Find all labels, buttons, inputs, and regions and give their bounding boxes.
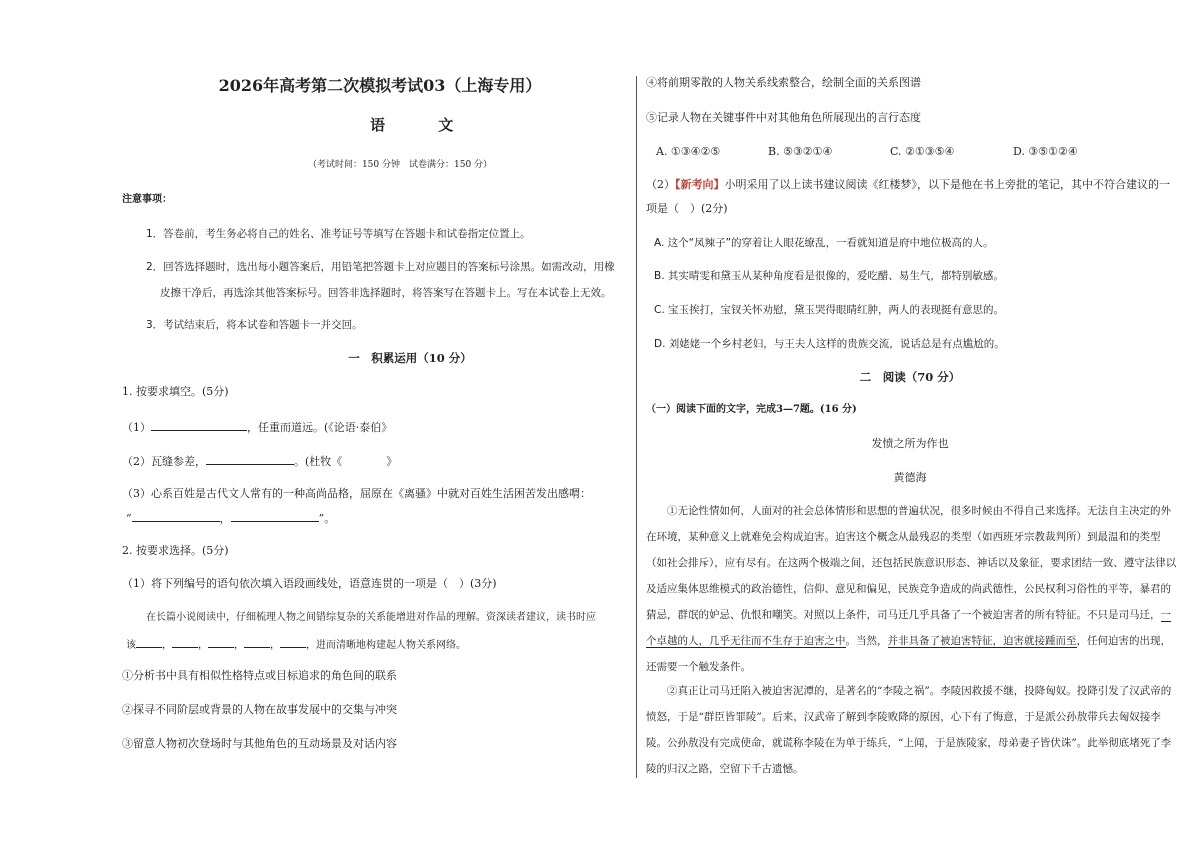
q1-3-line1: （3）心系百姓是古代文人常有的一种高尚品格，屈原在《离骚》中就对百姓生活困苦发出感喟： [122,487,591,500]
q1-1-prefix: （1） [122,421,151,434]
q2-1-blank-5[interactable] [280,636,306,648]
q2-2-prefix: （2） [646,178,675,191]
notice-item-2: 2．回答选择题时，选出每小题答案后，用铅笔把答题卡上对应题目的答案标号涂黑。如需改动，用橡 [146,261,615,273]
q1-3-line2 [126,510,335,526]
q2-2-option-b[interactable]: B. 其实晴雯和黛玉从某种角度看是很像的，爱吃醋、易生气，都特别敏感。 [654,270,1004,282]
reading-intro: （一）阅读下面的文字，完成3—7题。(16 分) [646,404,857,415]
article-paragraph-2: ②真正让司马迁陷入被迫害泥潭的，是著名的“李陵之祸”。李陵因救援不继，投降匈奴。投降引发了汉武帝的愤怒，于是“群臣皆罪陵”。后来，汉武帝了解到李陵败降的原因，心下有了悔意，于是派公孙敖带兵去匈奴接李陵。公孙敖没有完成使命，就谎称李陵在为单于练兵，“上闻，于是族陵家，母弟妻子皆伏诛”。此举彻底堵死了李陵的归汉之路，空留下千古遗憾。 [646,685,1172,775]
q1-2-mid: 。(杜牧《 [294,455,343,468]
q1-1 [122,419,392,435]
article-p1-underline-2: 并非具备了被迫害特征，迫害就接踵而至 [887,635,1077,647]
column-divider [636,76,637,778]
article-p1-end: ，任何迫害的出现，还需要一个触发条件。 [646,635,1171,673]
q2-1-blank-2[interactable] [172,636,198,648]
q1-3-blank-1[interactable] [132,510,220,522]
q1-1-blank[interactable] [151,419,247,431]
q2-1-para1: 在长篇小说阅读中，仔细梳理人物之间错综复杂的关系能增进对作品的理解。资深读者建议，读书时应 [146,612,596,623]
sep: ， [234,640,244,651]
q2-2-stem-cont: 项是（ ）(2分) [646,202,728,215]
sep: ， [198,640,208,651]
choice-b[interactable]: B. ⑤③②①④ [768,145,833,158]
q2-1-para2-start: 该 [126,640,136,651]
q1-3-open-quote: “ [126,512,132,525]
article-p1-mid: 。当然， [845,635,888,647]
q2-1-para2 [126,636,466,653]
q1-3-comma: ， [219,512,231,525]
q2-2-option-c[interactable]: C. 宝玉挨打，宝钗关怀劝慰，黛玉哭得眼睛红肿，两人的表现挺有意思的。 [654,304,1005,316]
option-4: ④将前期零散的人物关系线索整合，绘制全面的关系图谱 [646,76,921,89]
q2-2-stem [646,178,1170,192]
q1-1-suffix: ，任重而道远。(《论语·泰伯》 [247,421,393,434]
article-author: 黄德海 [893,471,927,484]
q2-2-option-d[interactable]: D. 刘姥姥一个乡村老妇，与王夫人这样的贵族交流，说话总是有点尴尬的。 [654,338,1005,350]
q2-1-blank-3[interactable] [208,636,234,648]
q2-1-stem: （1）将下列编号的语句依次填入语段画线处，语意连贯的一项是（ ）(3分) [122,577,497,590]
q2-title: 2. 按要求选择。(5分) [122,544,229,557]
q1-2-blank[interactable] [206,453,294,465]
q1-title: 1. 按要求填空。(5分) [122,385,229,398]
choice-c[interactable]: C. ②①③⑤④ [890,145,955,158]
section1-heading: 一 积累运用（10 分） [348,351,472,365]
q1-3-close-quote: ”。 [318,512,336,525]
q1-2-prefix: （2）瓦缝参差， [122,455,206,468]
q1-2-end: 》 [386,455,398,468]
exam-info: （考试时间：150 分钟 试卷满分：150 分） [307,160,493,170]
q2-2-stem-text: 小明采用了以上读书建议阅读《红楼梦》，以下是他在书上旁批的笔记，其中不符合建议的一 [724,178,1170,191]
q1-2 [122,453,397,469]
option-3: ③留意人物初次登场时与其他角色的互动场景及对话内容 [122,737,397,750]
sep: ， [270,640,280,651]
section2-heading: 二 阅读（70 分） [859,370,961,384]
notice-item-1: 1．答卷前，考生务必将自己的姓名、准考证号等填写在答题卡和试卷指定位置上。 [146,228,531,240]
article-p1-text: ①无论性情如何，人面对的社会总体情形和思想的普遍状况，很多时候由不得自己来选择。无法自主决定的外在环境，某种意义上就难免会构成迫害。迫害这个概念从最残忍的类型（如西班牙宗教裁判所）到最温和的类型（如社会排斥），应有尽有。在这两个极端之间，还包括民族意识形态、神话以及象征，要求团结一致、遵守法律以及适应集体思维模式的政治德性，信仰、意见和偏见，民族竞争造成的尚武德性，公民权利习俗性的平等，暴君的猜忌，群氓的妒忌、仇恨和嘲笑。对照以上条件，司马迁几乎具备了一个被迫害者的所有特征。不只是司马迁， [646,505,1177,621]
article-p1-underline-1: 一个卓越的人，几乎无往而不生存于迫害之中 [646,609,1171,647]
option-1: ①分析书中具有相似性格特点或目标追求的角色间的联系 [122,669,397,682]
q2-1-blank-1[interactable] [136,636,162,648]
article-paragraph-1 [646,498,1180,680]
notice-heading: 注意事项： [122,194,172,205]
choice-d[interactable]: D. ③⑤①②④ [1013,145,1078,158]
exam-title: 2026年高考第二次模拟考试03（上海专用） [218,76,542,95]
subject-title: 语 文 [370,116,478,134]
q2-1-para2-end: ，进而清晰地构建起人物关系网络。 [306,640,466,651]
option-5: ⑤记录人物在关键事件中对其他角色所展现出的言行态度 [646,111,921,124]
q1-3-blank-2[interactable] [231,510,319,522]
sep: ， [162,640,172,651]
q2-1-blank-4[interactable] [244,636,270,648]
new-direction-tag: 【新考向】 [675,178,725,191]
article-title: 发愤之所为作也 [871,437,949,450]
choice-a[interactable]: A. ①③④②⑤ [656,145,721,158]
notice-item-2-cont: 皮擦干净后，再选涂其他答案标号。回答非选择题时，将答案写在答题卡上。写在本试卷上无效。 [160,287,612,299]
option-2: ②探寻不同阶层或背景的人物在故事发展中的交集与冲突 [122,703,397,716]
q2-2-option-a[interactable]: A. 这个“凤辣子”的穿着让人眼花缭乱，一看就知道是府中地位极高的人。 [654,237,994,249]
notice-item-3: 3．考试结束后，将本试卷和答题卡一并交回。 [146,319,363,331]
